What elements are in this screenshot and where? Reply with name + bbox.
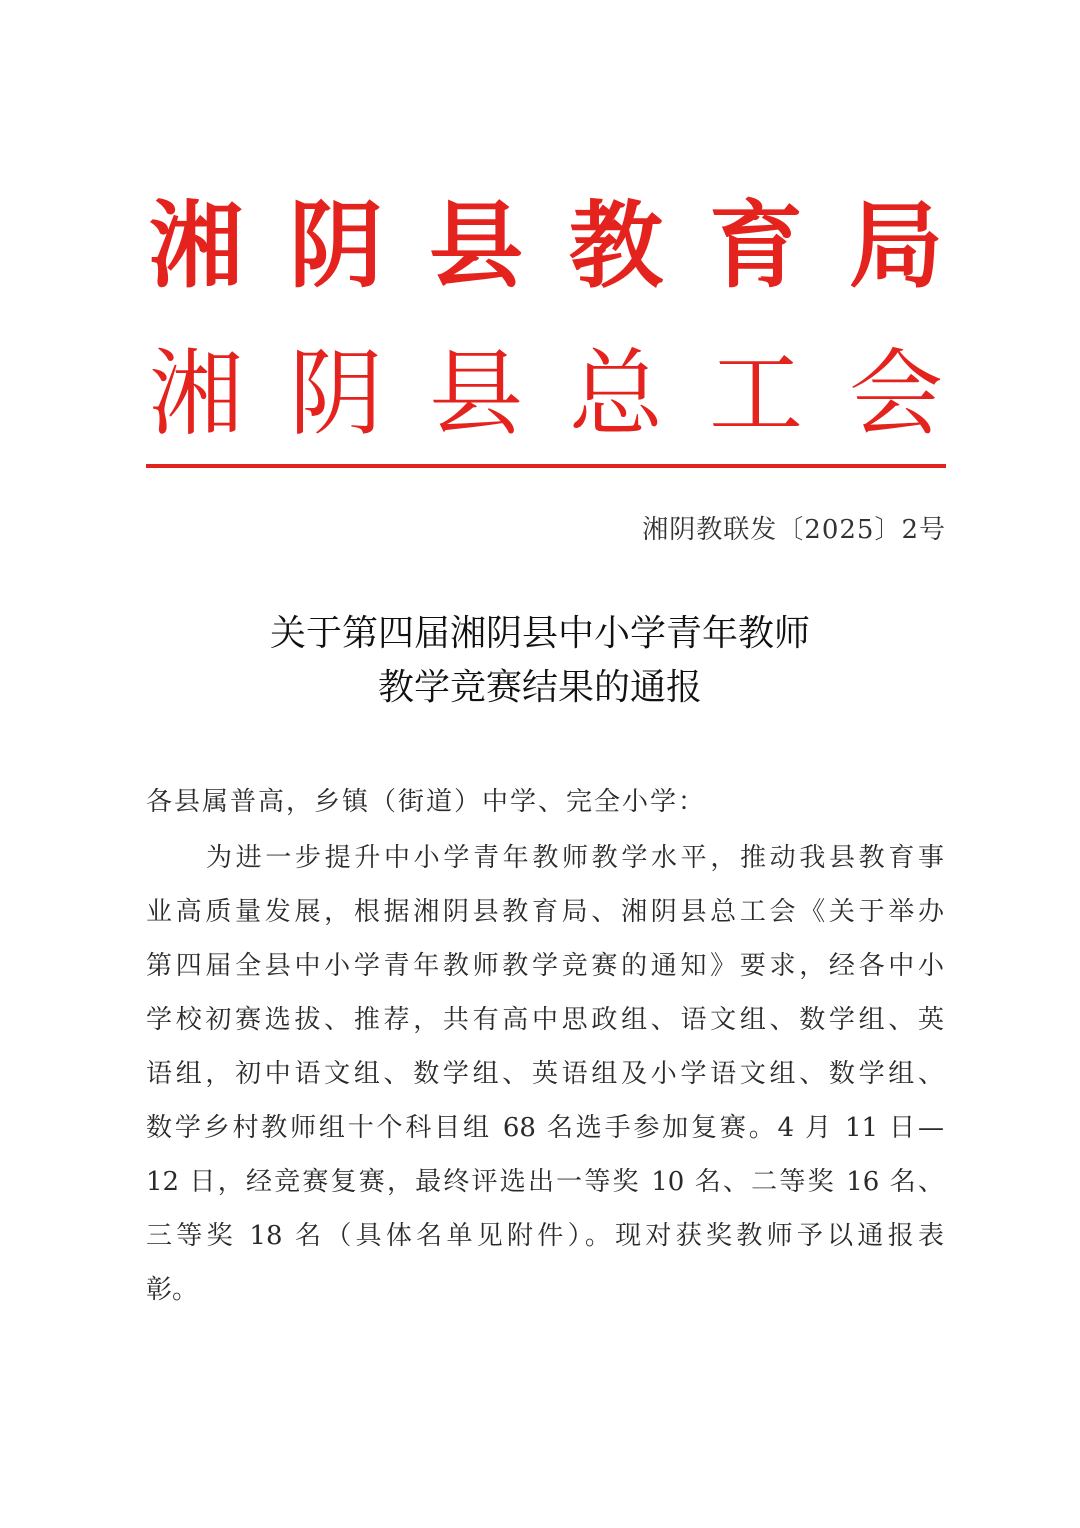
red-divider-line — [146, 464, 946, 468]
body-line: 学校初赛选拔、推荐，共有高中思政组、语文组、数学组、英 — [146, 1005, 944, 1035]
letterhead-char: 湘 — [148, 192, 243, 301]
body-line: 12 日，经竞赛复赛，最终评选出一等奖 10 名、二等奖 16 名、 — [146, 1167, 944, 1197]
body-line: 数学乡村教师组十个科目组 68 名选手参加复赛。4 月 11 日— — [146, 1113, 944, 1143]
letterhead-char: 阴 — [288, 192, 383, 301]
body-line: 为进一步提升中小学青年教师教学水平，推动我县教育事 — [206, 843, 944, 873]
salutation: 各县属普高，乡镇（街道）中学、完全小学： — [146, 787, 707, 817]
body-line: 业高质量发展，根据湘阴县教育局、湘阴县总工会《关于举办 — [146, 897, 944, 927]
letterhead-education-bureau — [146, 192, 946, 302]
letterhead-char: 总 — [568, 340, 663, 449]
body-line: 三等奖 18 名（具体名单见附件）。现对获奖教师予以通报表 — [146, 1221, 944, 1251]
body-line: 第四届全县中小学青年教师教学竞赛的通知》要求，经各中小 — [146, 951, 944, 981]
document-title-line-1: 关于第四届湘阴县中小学青年教师 — [269, 613, 810, 654]
letterhead-char: 阴 — [288, 340, 383, 449]
letterhead-char: 县 — [428, 192, 523, 301]
document-number: 湘阴教联发〔2025〕2号 — [642, 515, 946, 545]
document-title-line-2: 教学竞赛结果的通报 — [377, 667, 702, 708]
letterhead-char: 育 — [708, 192, 803, 301]
letterhead-char: 湘 — [148, 340, 243, 449]
letterhead-char: 县 — [428, 340, 523, 449]
letterhead-char: 教 — [568, 192, 663, 301]
body-line: 语组，初中语文组、数学组、英语组及小学语文组、数学组、 — [146, 1059, 944, 1089]
body-line: 彰。 — [146, 1275, 199, 1305]
letterhead-char: 工 — [708, 340, 803, 449]
letterhead-char: 会 — [848, 340, 943, 449]
letterhead-char: 局 — [848, 192, 943, 301]
letterhead-trade-union — [146, 340, 946, 450]
